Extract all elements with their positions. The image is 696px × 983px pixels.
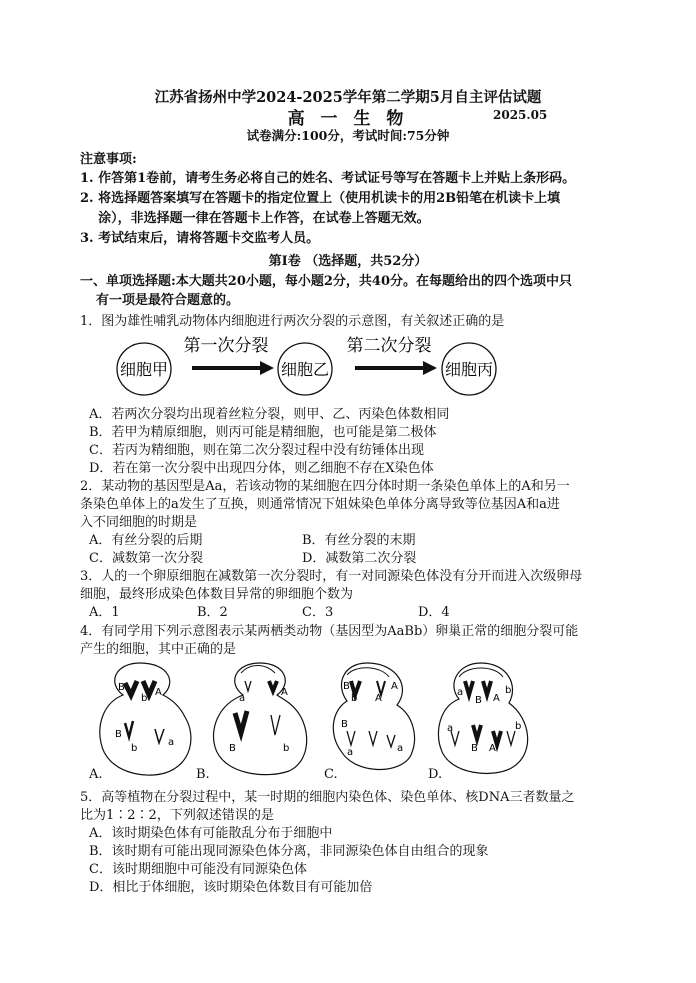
- option-item: D.: [428, 767, 443, 782]
- arrow-head: [423, 361, 437, 375]
- option-item: C.: [324, 767, 338, 782]
- meiosis-cells-diagram: [85, 655, 545, 780]
- cell-label: 细胞丙: [444, 360, 494, 379]
- gene-label: B: [115, 729, 122, 740]
- note-item: 1. 作答第1卷前，请考生务必将自己的姓名、考试证号等写在答题卡上并贴上条形码。: [80, 171, 576, 186]
- note-item: 3. 考试结束后，请将答题卡交监考人员。: [80, 231, 320, 246]
- exam-title: 江苏省扬州中学2024-2025学年第二学期5月自主评估试题: [154, 89, 542, 106]
- gene-label: A: [493, 693, 500, 704]
- gene-label: a: [347, 747, 354, 758]
- gene-label: A: [489, 743, 496, 754]
- arrow-label: 第二次分裂: [346, 336, 432, 356]
- question-stem: 5．高等植物在分裂过程中，某一时期的细胞内染色体、染色单体、核DNA三者数量之: [80, 790, 575, 805]
- gene-label: b: [505, 685, 512, 696]
- subject-title: 高 一 生 物: [287, 109, 409, 129]
- option-item: A.: [89, 767, 103, 782]
- option-item: C．3: [302, 605, 334, 620]
- cell-label: 细胞甲: [119, 360, 169, 379]
- gene-label: a: [457, 687, 464, 698]
- option-item: B．该时期有可能出现同源染色体分离，非同源染色体自由组合的现象: [89, 844, 489, 859]
- gene-label: A: [375, 693, 382, 704]
- option-item: A．该时期染色体有可能散乱分布于细胞中: [89, 826, 333, 841]
- cell-c-drawing: [333, 663, 414, 770]
- gene-label: a: [168, 737, 175, 748]
- section-intro: 有一项是最符合题意的。: [96, 293, 240, 308]
- option-item: A．有丝分裂的后期: [89, 533, 203, 548]
- exam-info: 试卷满分:100分，考试时间:75分钟: [246, 128, 450, 143]
- gene-label: a: [239, 693, 246, 704]
- note-item: 涂），非选择题一律在答题卡上作答，在试卷上答题无效。: [80, 211, 430, 226]
- cell-division-diagram: [110, 333, 510, 403]
- option-item: C．若丙为精细胞，则在第二次分裂过程中没有纺锤体出现: [89, 443, 424, 458]
- cell-d-drawing: [438, 663, 527, 773]
- option-item: A．1: [89, 605, 120, 620]
- gene-label: A: [391, 681, 398, 692]
- section-title: 第Ⅰ卷 （选择题，共52分）: [268, 254, 428, 269]
- exam-date: 2025.05: [493, 108, 548, 122]
- gene-label: b: [515, 721, 522, 732]
- question-stem: 条染色单体上的a发生了互换，则通常情况下姐妹染色单体分离导致等位基因A和a进: [80, 497, 560, 512]
- question-stem: 比为1∶2∶2，下列叙述错误的是: [80, 808, 274, 823]
- gene-label: b: [283, 743, 290, 754]
- gene-label: B: [118, 682, 125, 693]
- gene-label: A: [281, 687, 288, 698]
- gene-label: b: [351, 693, 358, 704]
- question-stem: 入不同细胞的时期是: [80, 515, 198, 530]
- gene-label: B: [341, 719, 348, 730]
- option-item: C．减数第一次分裂: [89, 551, 203, 566]
- notes-heading: 注意事项:: [80, 152, 137, 167]
- section-intro: 一、单项选择题:本大题共20小题，每小题2分，共40分。在每题给出的四个选项中只: [80, 274, 573, 289]
- gene-label: b: [141, 693, 148, 704]
- option-item: D．4: [418, 605, 450, 620]
- arrow-head: [260, 361, 274, 375]
- option-item: D．若在第一次分裂中出现四分体，则乙细胞不存在X染色体: [89, 461, 434, 476]
- gene-label: a: [447, 723, 454, 734]
- gene-label: a: [397, 743, 404, 754]
- option-item: C．该时期细胞中可能没有同源染色体: [89, 862, 307, 877]
- note-item: 2. 将选择题答案填写在答题卡的指定位置上（使用机读卡的用2B铅笔在机读卡上填: [80, 191, 561, 206]
- question-stem: 产生的细胞，其中正确的是: [80, 642, 237, 657]
- gene-label: B: [229, 743, 236, 754]
- option-item: D．相比于体细胞，该时期染色体数目有可能加倍: [89, 880, 373, 895]
- option-item: B．有丝分裂的末期: [302, 533, 416, 548]
- gene-label: B: [475, 695, 482, 706]
- gene-label: b: [131, 743, 138, 754]
- gene-label: B: [343, 681, 350, 692]
- option-item: B.: [196, 767, 210, 782]
- question-stem: 1．图为雄性哺乳动物体内细胞进行两次分裂的示意图，有关叙述正确的是: [80, 314, 505, 329]
- question-stem: 4．有同学用下列示意图表示某两栖类动物（基因型为AaBb）卵巢正常的细胞分裂可能: [80, 624, 579, 639]
- cell-b-drawing: [213, 663, 306, 775]
- question-stem: 细胞，最终形成染色体数目异常的卵细胞个数为: [80, 587, 354, 602]
- gene-label: A: [155, 687, 162, 698]
- option-item: B．若甲为精原细胞，则丙可能是精细胞，也可能是第二极体: [89, 425, 437, 440]
- option-item: A．若两次分裂均出现着丝粒分裂，则甲、乙、丙染色体数相同: [89, 407, 450, 422]
- option-item: B．2: [197, 605, 228, 620]
- option-item: D．减数第二次分裂: [302, 551, 417, 566]
- cell-label: 细胞乙: [280, 360, 330, 379]
- gene-label: B: [471, 743, 478, 754]
- question-stem: 3．人的一个卵原细胞在减数第一次分裂时，有一对同源染色体没有分开而进入次级卵母: [80, 569, 583, 584]
- question-stem: 2．某动物的基因型是Aa，若该动物的某细胞在四分体时期一条染色单体上的A和另一: [80, 479, 570, 494]
- cell-a-drawing: [100, 663, 191, 775]
- arrow-label: 第一次分裂: [183, 336, 269, 356]
